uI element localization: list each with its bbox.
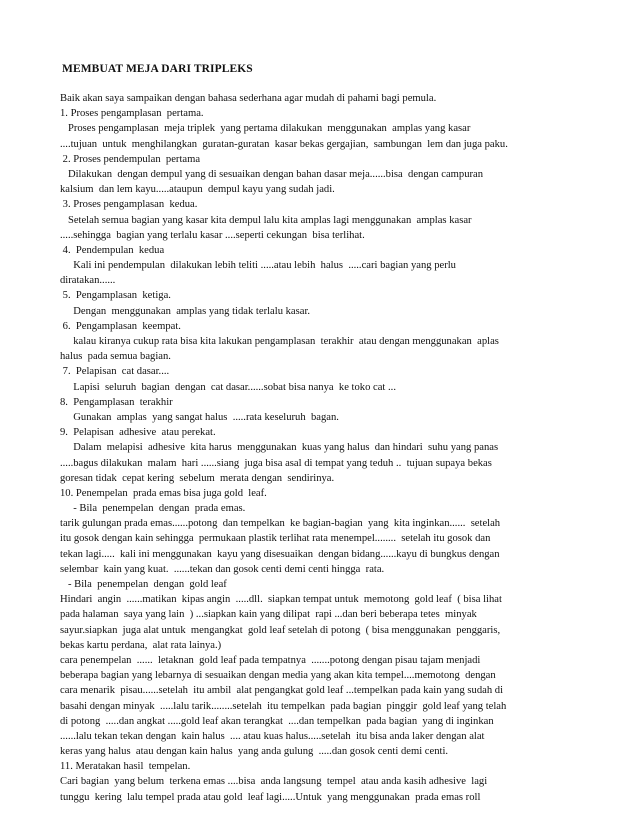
text-line: 5. Pengamplasan ketiga. xyxy=(60,290,171,302)
text-line: tekan lagi..... kali ini menggunakan kayu yang disesuaikan dengan bidang......kayu di bungkus dengan xyxy=(60,548,500,560)
text-line: tarik gulungan prada emas......potong dan tempelkan ke bagian-bagian yang kita inginkan...... setelah xyxy=(60,518,501,530)
text-line: Dilakukan dengan dempul yang di sesuaikan dengan bahan dasar meja......bisa dengan campuran xyxy=(60,168,484,180)
text-line: 11. Meratakan hasil tempelan. xyxy=(60,761,191,773)
text-line: selembar kain yang kuat. ......tekan dan gosok centi demi centi hingga rata. xyxy=(60,563,385,575)
text-line: diratakan...... xyxy=(60,275,116,287)
text-line: ......lalu tekan tekan dengan kain halus .... atau kuas halus.....setelah itu bisa anda laker dengan alat xyxy=(60,730,485,742)
text-line: 6. Pengamplasan keempat. xyxy=(60,320,181,332)
text-line: Proses pengamplasan meja triplek yang pertama dilakukan menggunakan amplas yang kasar xyxy=(60,123,471,135)
text-line: sayur.siapkan juga alat untuk mengangkat gold leaf setelah di potong ( bisa menggunakan penggaris, xyxy=(60,624,501,636)
text-line: 10. Penempelan prada emas bisa juga gold leaf. xyxy=(60,487,267,499)
text-line: 1. Proses pengamplasan pertama. xyxy=(60,108,204,120)
text-line: Dengan menggunakan amplas yang tidak terlalu kasar. xyxy=(60,305,311,317)
text-line: 2. Proses pendempulan pertama xyxy=(60,153,201,165)
text-line: cara menarik pisau......setelah itu ambil alat pengangkat gold leaf ...tempelkan pada kain yang sudah di xyxy=(60,685,504,697)
text-line: cara penempelan ...... letaknan gold leaf pada tempatnya .......potong dengan pisau tajam menjadi xyxy=(60,654,481,666)
text-line: 4. Pendempulan kedua xyxy=(60,244,165,256)
text-line: 3. Proses pengamplasan kedua. xyxy=(60,199,198,211)
text-line: Dalam melapisi adhesive kita harus menggunakan kuas yang halus dan hindari suhu yang panas xyxy=(60,442,499,454)
document-body xyxy=(60,91,595,805)
text-line: Gunakan amplas yang sangat halus .....rata keseluruh bagan. xyxy=(60,411,339,423)
text-line: basahi dengan minyak .....lalu tarik........setelah itu tempelkan pada bagian pinggir gold leaf yang telah xyxy=(60,700,507,712)
text-line: - Bila penempelan dengan prada emas. xyxy=(60,503,246,515)
document-title: MEMBUAT MEJA DARI TRIPLEKS xyxy=(62,63,253,75)
text-line: 8. Pengamplasan terakhir xyxy=(60,396,173,408)
text-line: halus pada semua bagian. xyxy=(60,351,171,363)
text-line: kalsium dan lem kayu.....ataupun dempul kayu yang sudah jadi. xyxy=(60,184,335,196)
text-line: beberapa bagian yang lebarnya di sesuaikan dengan media yang akan kita tempel....memotong dengan xyxy=(60,670,496,682)
text-line: 7. Pelapisan cat dasar.... xyxy=(60,366,170,378)
text-line: tunggu kering lalu tempel prada atau gold leaf lagi.....Untuk yang menggunakan prada emas roll xyxy=(60,791,481,803)
text-line: Setelah semua bagian yang kasar kita dempul lalu kita amplas lagi menggunakan amplas kasar xyxy=(60,214,472,226)
text-line: .....bagus dilakukan malam hari ......siang juga bisa asal di tempat yang teduh .. tujuan supaya bekas xyxy=(60,457,492,469)
text-line: .....sehingga bagian yang terlalu kasar ....seperti cekungan bisa terlihat. xyxy=(60,229,365,241)
text-line: Kali ini pendempulan dilakukan lebih teliti .....atau lebih halus .....cari bagian yang perlu xyxy=(60,260,456,272)
text-line: pada halaman saya yang lain ) ...siapkan kain yang dilipat rapi ...dan beri beberapa tetes minyak xyxy=(60,609,477,621)
text-line: - Bila penempelan dengan gold leaf xyxy=(60,579,227,590)
text-line: Cari bagian yang belum terkena emas ....bisa anda langsung tempel atau anda kasih adhesive lagi xyxy=(60,776,488,788)
text-line: 9. Pelapisan adhesive atau perekat. xyxy=(60,427,216,439)
text-line: keras yang halus atau dengan kain halus yang anda gulung .....dan gosok centi demi centi. xyxy=(60,746,449,758)
text-line: Baik akan saya sampaikan dengan bahasa sederhana agar mudah di pahami bagi pemula. xyxy=(60,93,437,104)
text-line: itu gosok dengan kain sehingga permukaan plastik terlihat rata menempel........ setelah itu gosok dan xyxy=(60,533,491,545)
text-line: ....tujuan untuk menghilangkan guratan-guratan kasar bekas gergajian, sambungan lem dan juga paku. xyxy=(60,138,508,150)
text-line: Lapisi seluruh bagian dengan cat dasar......sobat bisa nanya ke toko cat ... xyxy=(60,381,396,393)
text-line: Hindari angin ......matikan kipas angin .....dll. siapkan tempat untuk memotong gold leaf ( bisa lihat xyxy=(60,594,502,606)
text-line: goresan tidak cepat kering sebelum merata dengan sendirinya. xyxy=(60,472,335,484)
text-line: di potong .....dan angkat .....gold leaf akan terangkat ....dan tempelkan pada bagian yang di inginkan xyxy=(60,715,494,727)
text-line: bekas kartu perdana, alat rata lainya.) xyxy=(60,639,222,651)
text-line: kalau kiranya cukup rata bisa kita lakukan pengamplasan terakhir atau dengan menggunakan aplas xyxy=(60,336,499,347)
